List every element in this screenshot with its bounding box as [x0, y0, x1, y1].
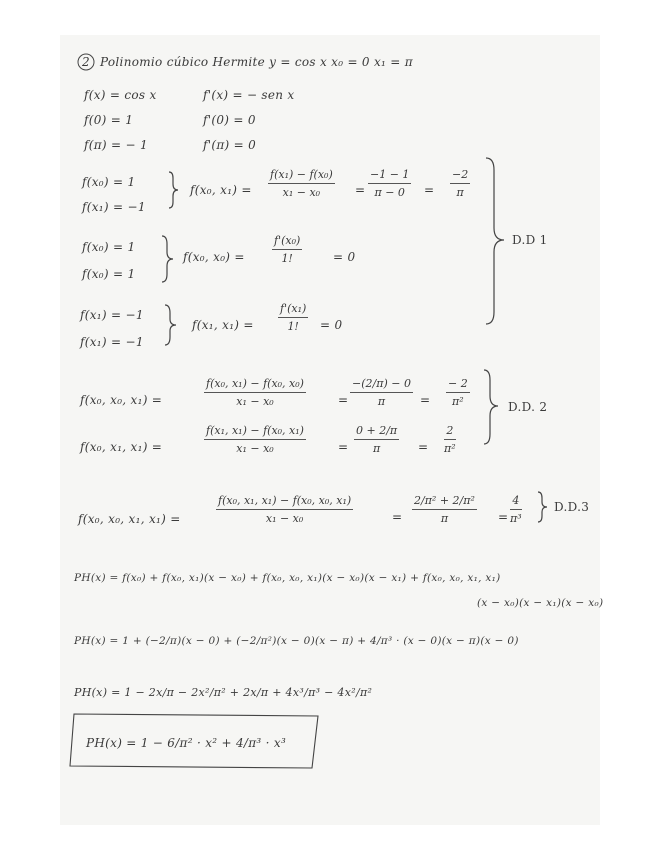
dd2-r1-den3: π²	[452, 395, 464, 408]
dd1-g1-frac3	[450, 168, 470, 199]
dd1-g3-a: f(x₁) = −1	[80, 308, 144, 322]
dd2-r2-eq1: =	[338, 440, 349, 454]
dd2-r1-num: f(x₀, x₁) − f(x₀, x₀)	[204, 377, 306, 393]
dd3-label: D.D.3	[554, 500, 590, 514]
dd3-eq2: =	[498, 510, 509, 524]
dd2-r2-den: x₁ − x₀	[236, 442, 274, 455]
dd3-lhs: f(x₀, x₀, x₁, x₁) =	[78, 512, 181, 526]
dd1-g3-b: f(x₁) = −1	[80, 335, 144, 349]
dd2-r2-num2: 0 + 2/π	[354, 424, 399, 440]
ph-final: PH(x) = 1 − 6/π² · x² + 4/π³ · x³	[86, 736, 287, 750]
dd1-g1-num: f(x₁) − f(x₀)	[268, 168, 335, 184]
dd2-r1-num2: −(2/π) − 0	[350, 377, 413, 393]
dd1-g1-num2: −1 − 1	[368, 168, 411, 184]
dd2-r2-frac3	[444, 424, 456, 455]
brace-dd2	[484, 370, 498, 444]
dd2-r1-lhs: f(x₀, x₀, x₁) =	[80, 393, 163, 407]
dd3-den: x₁ − x₀	[265, 512, 304, 525]
dd3-frac2	[412, 494, 477, 525]
dd1-g3-res: = 0	[320, 318, 343, 332]
dd2-r1-den2: π	[377, 395, 386, 408]
dd1-g3-den: 1!	[287, 320, 299, 333]
def-fprimepi: f'(π) = 0	[203, 138, 257, 152]
dd1-label: D.D 1	[512, 233, 548, 247]
dd1-g2-a: f(x₀) = 1	[82, 240, 136, 254]
dd2-r1-num3: − 2	[446, 377, 470, 393]
def-fprime: f'(x) = − sen x	[203, 88, 295, 102]
dd1-g1-b: f(x₁) = −1	[82, 200, 146, 214]
def-fprime0: f'(0) = 0	[203, 113, 256, 127]
dd1-g1-num3: −2	[450, 168, 470, 184]
dd1-g2-num: f'(x₀)	[272, 234, 302, 250]
dd3-frac	[216, 494, 353, 525]
dd2-r1-eq2: =	[420, 393, 431, 407]
dd3-num3: 4	[510, 494, 522, 510]
dd3-frac3	[510, 494, 522, 525]
dd1-g3-frac	[278, 302, 308, 333]
dd1-g3-lhs: f(x₁, x₁) =	[192, 318, 254, 332]
dd1-g2-res: = 0	[333, 250, 356, 264]
dd1-g2-b: f(x₀) = 1	[82, 267, 136, 281]
dd1-g1-den: x₁ − x₀	[282, 186, 321, 199]
dd1-g2-den: 1!	[281, 252, 293, 265]
dd1-g2-lhs: f(x₀, x₀) =	[183, 250, 245, 264]
dd1-g2-frac	[272, 234, 302, 265]
dd1-g1-frac	[268, 168, 335, 199]
dd2-r1-frac3	[446, 377, 470, 408]
ph-line2: PH(x) = 1 + (−2/π)(x − 0) + (−2/π²)(x − 0)(x − π) + 4/π³ · (x − 0)(x − π)(x − 0)	[74, 635, 519, 647]
dd2-r2-lhs: f(x₀, x₁, x₁) =	[80, 440, 163, 454]
dd2-r2-den2: π	[372, 442, 381, 455]
brace-group-1	[169, 172, 178, 208]
dd2-r2-frac	[204, 424, 306, 455]
ph-line1: PH(x) = f(x₀) + f(x₀, x₁)(x − x₀) + f(x₀, x₀, x₁)(x − x₀)(x − x₁) + f(x₀, x₀, x₁, x₁)	[74, 572, 501, 584]
dd3-num2: 2/π² + 2/π²	[412, 494, 477, 510]
dd3-eq1: =	[392, 510, 403, 524]
dd1-g1-eq2: =	[424, 183, 435, 197]
ph-line3: PH(x) = 1 − 2x/π − 2x²/π² + 2x/π + 4x³/π³ − 4x²/π²	[74, 686, 373, 699]
dd2-r2-eq2: =	[418, 440, 429, 454]
dd3-den3: π³	[510, 512, 522, 525]
dd2-r1-frac2	[350, 377, 413, 408]
brace-group-2	[162, 236, 173, 282]
ph-line1b: (x − x₀)(x − x₁)(x − x₀)	[477, 597, 604, 609]
dd2-r1-den: x₁ − x₀	[236, 395, 274, 408]
dd1-g1-den3: π	[456, 186, 464, 199]
brace-dd1	[486, 158, 504, 324]
def-fpi: f(π) = − 1	[84, 138, 148, 152]
dd2-label: D.D. 2	[508, 400, 548, 414]
dd2-r1-frac	[204, 377, 306, 408]
dd3-den2: π	[440, 512, 449, 525]
dd1-g1-a: f(x₀) = 1	[82, 175, 136, 189]
brace-dd3	[538, 492, 547, 522]
page-title: Polinomio cúbico Hermite y = cos x x₀ = 0 x₁ = π	[100, 55, 413, 69]
dd1-g1-eq1: =	[355, 183, 366, 197]
dd1-g1-den2: π − 0	[374, 186, 405, 199]
dd1-g1-frac2	[368, 168, 411, 199]
dd2-r1-eq1: =	[338, 393, 349, 407]
def-f0: f(0) = 1	[84, 113, 134, 127]
dd2-r2-den3: π²	[444, 442, 456, 455]
dd3-num: f(x₀, x₁, x₁) − f(x₀, x₀, x₁)	[216, 494, 353, 510]
circled-number: 2	[82, 55, 90, 69]
dd2-r2-frac2	[354, 424, 399, 455]
dd1-g3-num: f'(x₁)	[278, 302, 308, 318]
def-f: f(x) = cos x	[84, 88, 157, 102]
dd2-r2-num: f(x₁, x₁) − f(x₀, x₁)	[204, 424, 306, 440]
brace-group-3	[165, 305, 176, 345]
dd2-r2-num3: 2	[444, 424, 456, 440]
dd1-g1-lhs: f(x₀, x₁) =	[190, 183, 252, 197]
